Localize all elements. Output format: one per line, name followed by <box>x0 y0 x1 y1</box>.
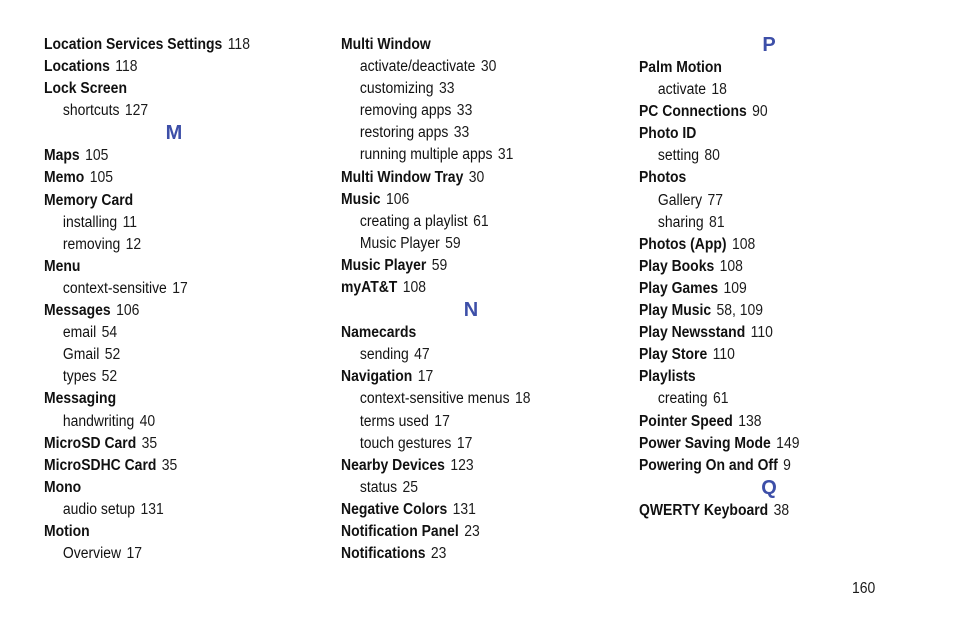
page-reference[interactable]: 12 <box>125 235 142 253</box>
index-entry <box>341 277 584 299</box>
index-term: Play Store <box>639 346 708 364</box>
index-subentry <box>341 56 584 78</box>
index-term: Messages <box>44 302 111 320</box>
page-reference[interactable]: 23 <box>430 545 447 563</box>
index-term: Notifications <box>341 545 426 563</box>
index-term: Photos <box>639 169 687 187</box>
index-term: Overview <box>62 545 122 563</box>
page-reference[interactable]: 77 <box>707 191 724 209</box>
index-term: activate/deactivate <box>359 58 476 76</box>
index-entry <box>639 500 882 522</box>
index-entry <box>44 455 287 477</box>
index-term: Mono <box>44 478 82 496</box>
index-entry <box>341 189 584 211</box>
index-entry <box>341 543 584 565</box>
page-reference[interactable]: 59 <box>445 234 461 252</box>
index-term: removing <box>62 235 121 253</box>
index-subentry <box>341 388 584 410</box>
index-subentry <box>44 100 287 122</box>
index-subentry <box>44 499 287 521</box>
page-reference[interactable]: 149 <box>776 434 800 452</box>
index-subentry <box>44 543 287 565</box>
page-reference[interactable]: 80 <box>704 147 720 165</box>
index-entry <box>341 366 584 388</box>
index-term: creating a playlist <box>359 212 468 230</box>
index-term: Music Player <box>341 256 427 274</box>
index-term: PC Connections <box>639 103 747 121</box>
page-reference[interactable]: 123 <box>450 456 474 474</box>
index-term: Photo ID <box>639 125 697 143</box>
index-entry <box>639 256 882 278</box>
index-term: Maps <box>44 147 80 165</box>
page-reference[interactable]: 33 <box>438 80 455 98</box>
index-subentry <box>341 122 584 144</box>
page-reference[interactable]: 25 <box>402 478 419 496</box>
index-entry <box>639 300 882 322</box>
index-term: Memo <box>44 169 85 187</box>
index-subentry <box>341 433 584 455</box>
page-reference[interactable]: 110 <box>712 346 735 364</box>
index-entry <box>639 123 882 145</box>
index-subentry <box>341 144 584 166</box>
index-subentry <box>44 234 287 256</box>
page-reference[interactable]: 52 <box>104 346 121 364</box>
page-reference[interactable]: 58, 109 <box>716 302 764 320</box>
index-entry <box>639 433 882 455</box>
index-term: removing apps <box>359 102 452 120</box>
index-term: Navigation <box>341 368 413 386</box>
page-reference[interactable]: 52 <box>101 368 118 386</box>
index-subentry <box>44 366 287 388</box>
page-reference[interactable]: 110 <box>750 324 773 342</box>
index-term: shortcuts <box>62 102 120 120</box>
page-reference[interactable]: 90 <box>752 103 768 121</box>
index-entry <box>639 322 882 344</box>
index-term: Gmail <box>62 346 100 364</box>
index-term: context-sensitive <box>62 279 167 297</box>
index-subentry <box>341 211 584 233</box>
index-subentry <box>639 388 882 410</box>
index-entry <box>44 34 287 56</box>
index-entry <box>44 56 287 78</box>
page-reference[interactable]: 61 <box>473 212 489 230</box>
index-term: Photos (App) <box>639 235 727 253</box>
index-entry <box>639 101 882 123</box>
page-reference[interactable]: 106 <box>385 190 410 208</box>
page-reference[interactable]: 47 <box>414 346 430 364</box>
index-term: Powering On and Off <box>639 456 778 474</box>
index-term: MicroSDHC Card <box>44 456 157 474</box>
index-column-2 <box>341 34 611 565</box>
page-reference[interactable]: 38 <box>773 501 790 519</box>
index-entry <box>44 433 287 455</box>
index-term: Motion <box>44 522 90 540</box>
index-entry <box>341 521 584 543</box>
index-column-1 <box>44 34 314 565</box>
page-reference[interactable]: 108 <box>402 279 427 297</box>
index-term: customizing <box>359 80 434 98</box>
index-term: context-sensitive menus <box>359 390 510 408</box>
page-reference[interactable]: 30 <box>480 58 497 76</box>
index-term: creating <box>657 390 708 408</box>
index-entry <box>639 411 882 433</box>
index-term: Negative Colors <box>341 500 448 518</box>
page-reference[interactable]: 31 <box>497 146 514 164</box>
page-reference[interactable]: 35 <box>161 456 178 474</box>
index-term: Power Saving Mode <box>639 434 771 452</box>
index-term: MicroSD Card <box>44 434 137 452</box>
index-term: Location Services Settings <box>44 36 223 53</box>
index-term: Palm Motion <box>639 59 722 76</box>
page-reference[interactable]: 138 <box>738 412 762 430</box>
index-term: Play Music <box>639 302 712 320</box>
index-term: status <box>359 478 398 496</box>
index-term: restoring apps <box>359 124 449 142</box>
index-entry <box>639 234 882 256</box>
page-reference[interactable]: 17 <box>172 279 188 297</box>
page-reference[interactable]: 18 <box>514 390 531 408</box>
page-reference[interactable]: 131 <box>140 500 164 518</box>
index-entry <box>341 499 584 521</box>
index-term: activate <box>657 81 706 99</box>
index-subentry <box>639 145 882 167</box>
page-reference[interactable]: 109 <box>723 279 747 297</box>
index-subentry <box>44 322 287 344</box>
index-entry <box>639 167 882 189</box>
index-term: touch gestures <box>359 434 452 452</box>
index-subentry <box>44 344 287 366</box>
letter-heading-m: M <box>165 122 183 145</box>
index-term: sending <box>359 346 409 364</box>
index-entry <box>639 344 882 366</box>
index-term: Nearby Devices <box>341 456 445 474</box>
index-term: Play Books <box>639 257 715 275</box>
page-reference[interactable]: 30 <box>468 168 485 186</box>
page-number: 160 <box>852 580 876 597</box>
index-entry <box>44 256 287 278</box>
index-subentry <box>341 477 584 499</box>
page-reference[interactable]: 59 <box>431 256 448 274</box>
index-term: Multi Window Tray <box>341 168 464 186</box>
index-entry <box>44 190 287 212</box>
page-reference[interactable]: 11 <box>122 213 138 231</box>
index-term: Pointer Speed <box>639 412 733 430</box>
letter-heading-n: N <box>463 299 479 322</box>
index-term: Play Games <box>639 279 719 297</box>
index-entry <box>341 167 584 189</box>
index-term: Locations <box>44 58 110 76</box>
index-entry <box>44 145 287 167</box>
index-column-3 <box>639 34 909 522</box>
page-reference[interactable]: 131 <box>452 500 476 518</box>
index-term: types <box>62 368 97 386</box>
page-reference[interactable]: 108 <box>719 257 743 275</box>
page-reference[interactable]: 105 <box>89 169 114 187</box>
page-reference[interactable]: 108 <box>731 235 756 253</box>
index-entry <box>44 167 287 189</box>
index-term: sharing <box>657 213 704 231</box>
index-entry <box>341 322 584 344</box>
page-reference[interactable]: 35 <box>141 434 158 452</box>
index-term: Notification Panel <box>341 522 459 540</box>
index-term: Gallery <box>657 191 703 209</box>
index-term: QWERTY Keyboard <box>639 501 769 519</box>
index-subentry <box>639 212 882 234</box>
page-reference[interactable]: 23 <box>464 522 480 540</box>
page-reference[interactable]: 81 <box>709 213 725 231</box>
index-entry <box>341 34 584 56</box>
index-term: email <box>62 324 97 342</box>
index-term: handwriting <box>62 412 135 430</box>
page-reference[interactable]: 17 <box>456 434 473 452</box>
index-term: Lock Screen <box>44 80 127 98</box>
page-reference[interactable]: 33 <box>453 124 470 142</box>
index-entry <box>341 255 584 277</box>
index-subentry <box>341 411 584 433</box>
index-entry <box>639 366 882 388</box>
page-reference[interactable]: 118 <box>115 58 138 76</box>
index-term: Play Newsstand <box>639 324 746 342</box>
index-subentry <box>639 190 882 212</box>
index-entry <box>44 477 287 499</box>
index-term: Menu <box>44 257 81 275</box>
page-reference[interactable]: 54 <box>101 324 118 342</box>
index-entry <box>639 455 882 477</box>
page-reference[interactable]: 33 <box>456 102 473 120</box>
index-subentry <box>639 79 882 101</box>
index-term: Messaging <box>44 390 117 408</box>
index-term: myAT&T <box>341 279 398 297</box>
index-entry <box>44 78 287 100</box>
page-reference[interactable]: 105 <box>85 147 109 165</box>
page-reference[interactable]: 17 <box>126 545 142 563</box>
index-term: Music <box>341 190 381 208</box>
index-subentry <box>341 344 584 366</box>
page-reference[interactable]: 40 <box>139 412 156 430</box>
page-reference[interactable]: 17 <box>434 412 450 430</box>
index-entry <box>44 300 287 322</box>
index-term: Music Player <box>359 234 440 252</box>
index-term: Multi Window <box>341 36 431 53</box>
index-term: Playlists <box>639 368 696 386</box>
index-entry <box>44 521 287 543</box>
index-subentry <box>341 100 584 122</box>
index-term: terms used <box>359 412 429 430</box>
page-reference[interactable]: 17 <box>417 368 434 386</box>
index-term: running multiple apps <box>359 146 493 164</box>
page-reference[interactable]: 61 <box>712 390 729 408</box>
index-term: Memory Card <box>44 191 134 209</box>
index-entry <box>44 388 287 410</box>
letter-heading-q: Q <box>761 476 777 499</box>
index-term: installing <box>62 213 118 231</box>
index-subentry <box>341 78 584 100</box>
index-term: audio setup <box>62 500 136 518</box>
index-entry <box>639 278 882 300</box>
index-entry <box>639 57 882 79</box>
index-term: setting <box>657 147 700 165</box>
index-subentry <box>44 278 287 300</box>
index-subentry <box>341 233 584 255</box>
index-term: Namecards <box>341 324 417 342</box>
page-reference[interactable]: 127 <box>124 102 149 120</box>
index-entry <box>341 455 584 477</box>
page-reference[interactable]: 9 <box>783 456 791 474</box>
index-subentry <box>44 212 287 234</box>
page-reference[interactable]: 18 <box>711 81 727 99</box>
page-reference[interactable]: 118 <box>227 36 250 53</box>
index-subentry <box>44 411 287 433</box>
letter-heading-p: P <box>762 34 776 56</box>
page-reference[interactable]: 106 <box>116 302 140 320</box>
